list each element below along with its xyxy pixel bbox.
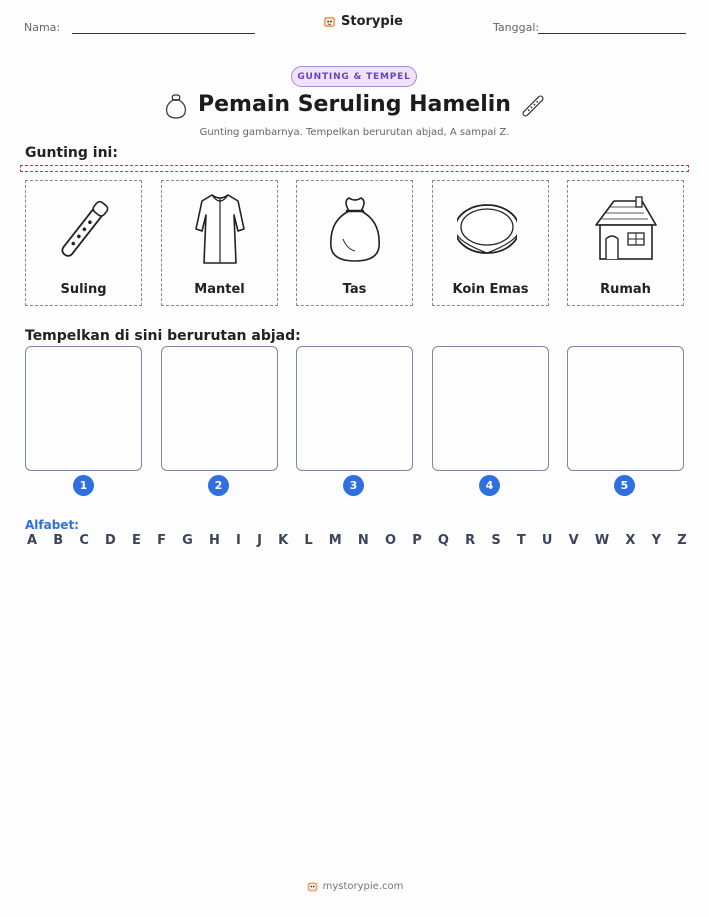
cut-card-suling[interactable] (25, 180, 142, 306)
cut-card-mantel[interactable] (161, 180, 278, 306)
paste-box-5[interactable] (567, 346, 684, 471)
storypie-mascot-icon (306, 880, 319, 893)
alphabet-letter: E (132, 533, 141, 548)
flute-icon (54, 189, 114, 269)
house-icon (592, 189, 660, 269)
alphabet-letter: B (53, 533, 64, 548)
alphabet-letter: O (384, 533, 397, 548)
alphabet-letter: X (625, 533, 636, 548)
alphabet-letter: Z (677, 533, 687, 548)
cloak-icon (190, 189, 250, 269)
brand-logo (322, 14, 403, 29)
slot-number: 4 (479, 475, 500, 496)
footer-url: mystorypie.com (322, 881, 404, 892)
card-label: Suling (60, 282, 107, 297)
alphabet-letter: Y (651, 533, 662, 548)
paste-box-1[interactable] (25, 346, 142, 471)
activity-badge: GUNTING & TEMPEL (291, 66, 417, 87)
alphabet-letter: A (27, 533, 38, 548)
sack-icon (325, 189, 385, 269)
brand-name: Storypie (341, 14, 403, 29)
page-title: Pemain Seruling Hamelin (198, 92, 511, 117)
cut-card-rumah[interactable] (567, 180, 684, 306)
cut-card-tas[interactable] (296, 180, 413, 306)
paste-heading: Tempelkan di sini berurutan abjad: (25, 328, 301, 344)
card-label: Mantel (194, 282, 245, 297)
alphabet-letter: T (516, 533, 526, 548)
alphabet-letter: C (79, 533, 89, 548)
card-label: Rumah (600, 282, 651, 297)
alphabet-row (27, 533, 687, 548)
paste-box-2[interactable] (161, 346, 278, 471)
alphabet-letter: I (236, 533, 241, 548)
slot-number: 1 (73, 475, 94, 496)
alphabet-heading: Alfabet: (25, 518, 79, 532)
slot-number: 2 (208, 475, 229, 496)
date-field[interactable] (538, 33, 686, 34)
flute-icon (519, 92, 547, 120)
card-label: Koin Emas (452, 282, 529, 297)
footer (0, 880, 709, 893)
alphabet-letter: W (594, 533, 610, 548)
alphabet-letter: F (157, 533, 166, 548)
alphabet-letter: V (568, 533, 579, 548)
alphabet-letter: H (208, 533, 220, 548)
alphabet-letter: Q (437, 533, 449, 548)
cut-line (20, 165, 689, 172)
alphabet-letter: L (304, 533, 313, 548)
coin-icon (457, 189, 517, 269)
alphabet-letter: U (541, 533, 553, 548)
alphabet-letter: M (328, 533, 342, 548)
instructions: Gunting gambarnya. Tempelkan berurutan abjad, A sampai Z. (199, 127, 510, 138)
card-label: Tas (342, 282, 367, 297)
cut-heading: Gunting ini: (25, 145, 118, 161)
date-label: Tanggal: (493, 21, 540, 34)
paste-box-3[interactable] (296, 346, 413, 471)
name-field[interactable] (72, 33, 255, 34)
alphabet-letter: J (257, 533, 262, 548)
alphabet-letter: G (182, 533, 193, 548)
name-label: Nama: (24, 21, 61, 34)
slot-number: 5 (614, 475, 635, 496)
alphabet-letter: R (465, 533, 476, 548)
alphabet-letter: P (412, 533, 422, 548)
alphabet-letter: D (105, 533, 116, 548)
cut-card-koin-emas[interactable] (432, 180, 549, 306)
paste-box-4[interactable] (432, 346, 549, 471)
slot-number: 3 (343, 475, 364, 496)
storypie-mascot-icon (322, 14, 337, 29)
alphabet-letter: N (357, 533, 369, 548)
alphabet-letter: K (278, 533, 289, 548)
alphabet-letter: S (491, 533, 501, 548)
